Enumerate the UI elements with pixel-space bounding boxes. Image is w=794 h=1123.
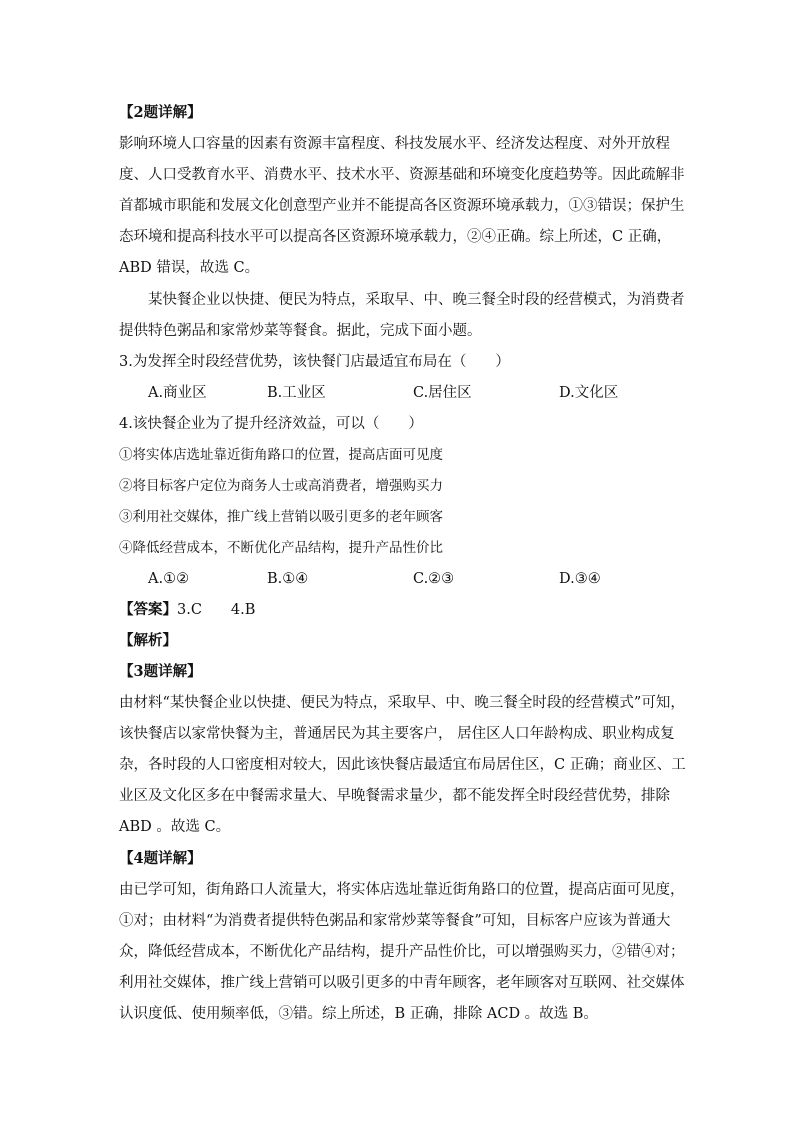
q2-heading: 【2题详解】 [119,104,202,121]
q3-option-c: C.居住区 [413,385,472,401]
material-line: 某快餐企业以快捷、便民为特点，采取早、中、晚三餐全时段的经营模式，为消费者 [148,292,685,308]
q4-option-a: A.①② [148,571,190,587]
q3-option-d: D.文化区 [559,385,619,401]
q4-body-line: 众，降低经营成本，不断优化产品结构，提升产品性价比，可以增强购买力，②错④对； [119,944,685,960]
answer-line [119,600,255,620]
q3-option-a: A.商业区 [148,385,207,401]
q3-option-b: B.工业区 [267,385,326,401]
q4-option-c: C.②③ [413,571,455,587]
q3-heading: 【3题详解】 [119,663,202,680]
q2-body-line: 影响环境人口容量的因素有资源丰富程度、科技发展水平、经济发达程度、对外开放程 [119,136,670,152]
q4-stem: 4.该快餐企业为了提升经济效益，可以（ ） [119,416,423,432]
q3-body-line: 该快餐店以家常快餐为主，普通居民为其主要客户， 居住区人口年龄构成、职业构成复 [119,726,675,742]
q4-body-line: 利用社交媒体，推广线上营销可以吸引更多的中青年顾客，老年顾客对互联网、社交媒体 [119,975,685,991]
q3-body-line: ABD 。故选 C。 [119,819,231,835]
q3-body-line: 由材料“某快餐企业以快捷、便民为特点，采取早、中、晚三餐全时段的经营模式”可知， [119,695,685,711]
q2-body-line: ABD 错误，故选 C。 [119,260,260,276]
q4-heading: 【4题详解】 [119,850,202,867]
q3-body-line: 杂，各时段的人口密度相对较大，因此该快餐店最适宜布局居住区，C 正确；商业区、工 [119,757,686,773]
q4-option-d: D.③④ [559,571,601,587]
q4-body-line: ①对；由材料“为消费者提供特色粥品和家常炒菜等餐食”可知，目标客户应该为普通大 [119,913,671,929]
analysis-label: 【解析】 [119,632,177,649]
q4-option-b: B.①④ [267,571,309,587]
answer-label: 【答案】 [119,601,177,618]
q3-stem: 3.为发挥全时段经营优势，该快餐门店最适宜布局在（ ） [119,354,510,370]
q3-body-line: 业区及文化区多在中餐需求量大、早晚餐需求量少，都不能发挥全时段经营优势，排除 [119,788,670,804]
q4-statement: ③利用社交媒体，推广线上营销以吸引更多的老年顾客 [119,509,443,525]
q4-statement: ④降低经营成本，不断优化产品结构，提升产品性价比 [119,540,443,556]
q2-body-line: 态环境和提高科技水平可以提高各区资源环境承载力，②④正确。综上所述，C 正确， [119,229,672,245]
material-line: 提供特色粥品和家常炒菜等餐食。据此，完成下面小题。 [119,323,482,339]
q4-body-line: 由已学可知，街角路口人流量大，将实体店选址靠近街角路口的位置，提高店面可见度， [119,882,685,898]
q4-body-line: 认识度低、使用频率低，③错。综上所述，B 正确，排除 ACD 。故选 B。 [119,1006,598,1022]
q4-statement: ①将实体店选址靠近街角路口的位置，提高店面可见度 [119,447,443,463]
q2-body-line: 首都城市职能和发展文化创意型产业并不能提高各区资源环境承载力，①③错误；保护生 [119,198,685,214]
answer-value: 3.C 4.B [177,602,256,618]
q2-body-line: 度、人口受教育水平、消费水平、技术水平、资源基础和环境变化度趋势等。因此疏解非 [119,167,685,183]
q4-statement: ②将目标客户定位为商务人士或高消费者，增强购买力 [119,478,443,494]
